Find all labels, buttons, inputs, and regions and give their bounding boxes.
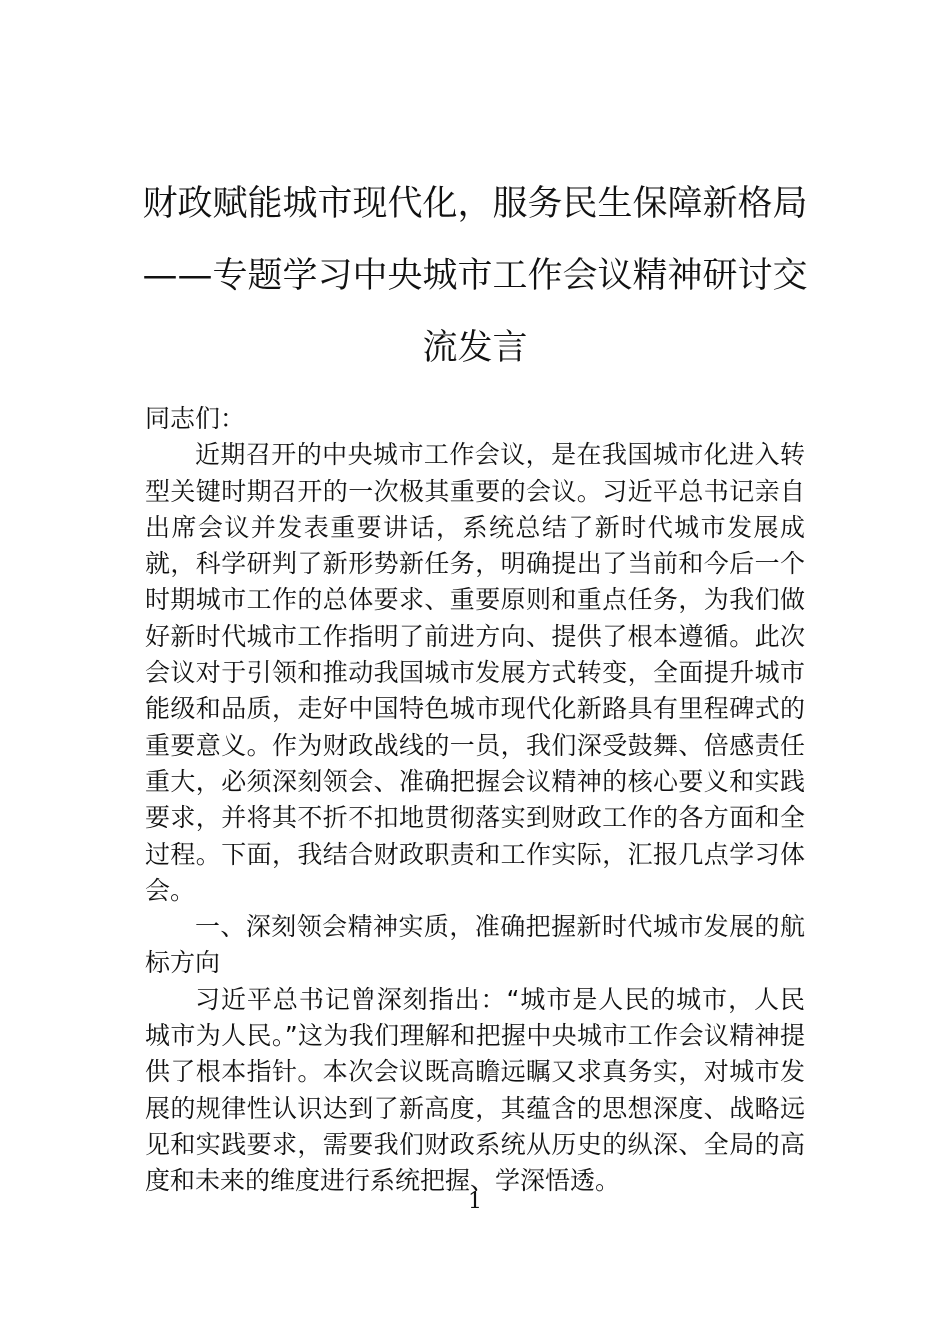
body-paragraph: 近期召开的中央城市工作会议，是在我国城市化进入转型关键时期召开的一次极其重要的会议。习近平总书记亲自出席会议并发表重要讲话，系统总结了新时代城市发展成就，科学研判了新形势新任务，明确提出了当前和今后一个时期城市工作的总体要求、重要原则和重点任务，为我们做好新时代城市工作指明了前进方向、提供了根本遵循。此次会议对于引领和推动我国城市发展方式转变，全面提升城市能级和品质，走好中国特色城市现代化新路具有里程碑式的重要意义。作为财政战线的一员，我们深受鼓舞、倍感责任重大，必须深刻领会、准确把握会议精神的核心要义和实践要求，并将其不折不扣地贯彻落实到财政工作的各方面和全过程。下面，我结合财政职责和工作实际，汇报几点学习体会。 <box>145 440 805 905</box>
body-paragraph: 习近平总书记曾深刻指出：“城市是人民的城市，人民城市为人民。”这为我们理解和把握中央城市工作会议精神提供了根本指针。本次会议既高瞻远瞩又求真务实，对城市发展的规律性认识达到了新高度，其蕴含的思想深度、战略远见和实践要求，需要我们财政系统从历史的纵深、全局的高度和未来的维度进行系统把握、学深悟透。 <box>145 984 805 1196</box>
salutation: 同志们： <box>145 404 246 433</box>
document-body <box>145 401 805 1200</box>
page-number: 1 <box>468 1189 482 1214</box>
section-heading: 一、深刻领会精神实质，准确把握新时代城市发展的航标方向 <box>145 912 805 978</box>
document-title: 财政赋能城市现代化，服务民生保障新格局——专题学习中央城市工作会议精神研讨交流发言 <box>142 184 808 368</box>
